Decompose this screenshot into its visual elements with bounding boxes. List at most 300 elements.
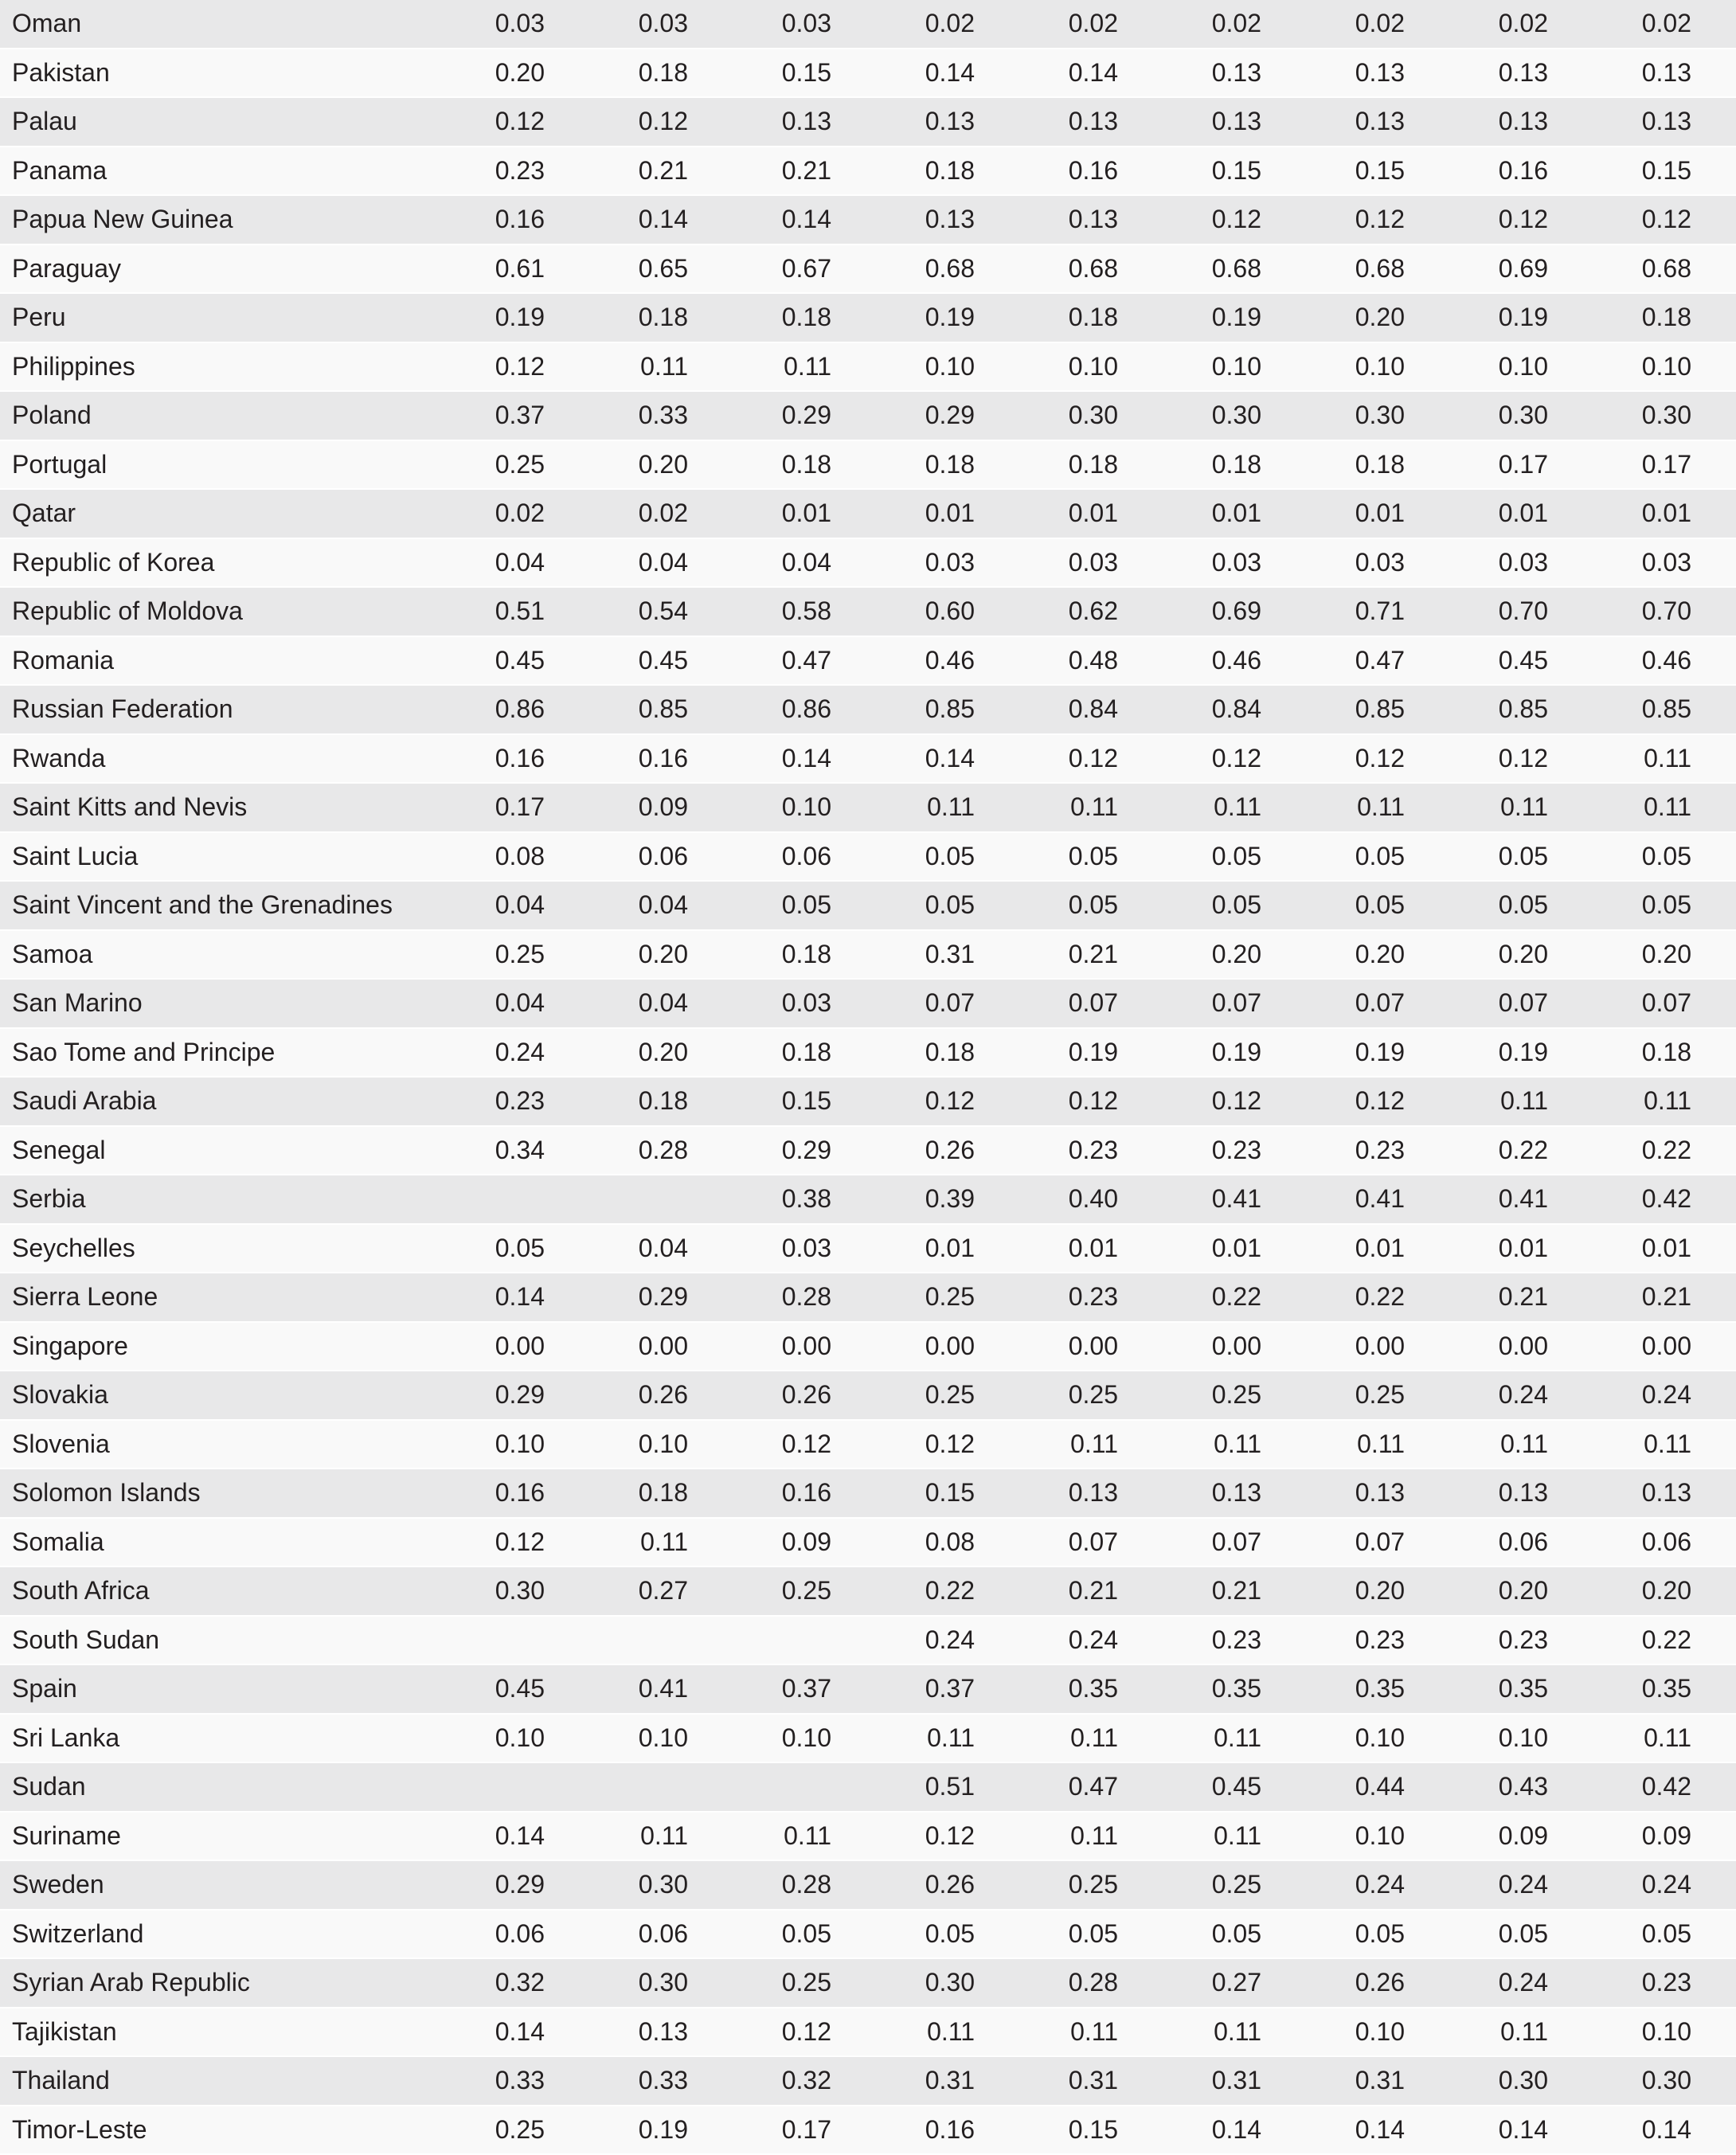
value-cell: 0.20 <box>1163 930 1306 980</box>
value-cell: 0.14 <box>1449 2106 1593 2155</box>
value-cell: 0.07 <box>1306 1518 1449 1567</box>
value-cell: 0.11 <box>1306 1420 1449 1469</box>
value-cell: 0.13 <box>733 97 876 147</box>
value-cell: 0.08 <box>446 832 589 882</box>
value-cell: 0.04 <box>733 538 876 588</box>
value-cell: 0.23 <box>1163 1126 1306 1175</box>
value-cell: 0.10 <box>1593 2008 1736 2057</box>
country-name-cell: Saudi Arabia <box>0 1077 446 1126</box>
value-cell: 0.25 <box>1019 1371 1163 1420</box>
value-cell: 0.61 <box>446 244 589 294</box>
value-cell: 0.01 <box>1593 489 1736 538</box>
value-cell: 0.13 <box>1163 1469 1306 1518</box>
value-cell: 0.04 <box>446 979 589 1028</box>
value-cell: 0.13 <box>1019 1469 1163 1518</box>
value-cell: 0.86 <box>733 685 876 734</box>
value-cell: 0.58 <box>733 587 876 636</box>
table-row <box>0 636 1736 686</box>
value-cell: 0.41 <box>1163 1175 1306 1224</box>
value-cell: 0.13 <box>1593 97 1736 147</box>
value-cell: 0.29 <box>589 1273 733 1322</box>
country-name-cell: Tajikistan <box>0 2008 446 2057</box>
value-cell: 0.18 <box>876 147 1019 196</box>
country-name-cell: Suriname <box>0 1812 446 1861</box>
value-cell: 0.19 <box>876 293 1019 342</box>
value-cell: 0.31 <box>876 930 1019 980</box>
value-cell: 0.19 <box>1019 1028 1163 1078</box>
table-row <box>0 391 1736 440</box>
value-cell: 0.40 <box>1019 1175 1163 1224</box>
value-cell: 0.51 <box>446 587 589 636</box>
country-name-cell: Somalia <box>0 1518 446 1567</box>
value-cell: 0.31 <box>1019 2056 1163 2106</box>
value-cell <box>589 1762 733 1812</box>
value-cell: 0.21 <box>1019 930 1163 980</box>
value-cell: 0.31 <box>1163 2056 1306 2106</box>
value-cell: 0.85 <box>1449 685 1593 734</box>
value-cell: 0.37 <box>876 1664 1019 1714</box>
value-cell: 0.26 <box>876 1126 1019 1175</box>
country-name-cell: San Marino <box>0 979 446 1028</box>
value-cell: 0.12 <box>876 1077 1019 1126</box>
table-row <box>0 489 1736 538</box>
value-cell: 0.17 <box>1449 440 1593 490</box>
value-cell: 0.12 <box>733 2008 876 2057</box>
value-cell: 0.15 <box>1019 2106 1163 2155</box>
value-cell: 0.29 <box>446 1371 589 1420</box>
value-cell: 0.18 <box>1306 440 1449 490</box>
value-cell: 0.29 <box>733 1126 876 1175</box>
value-cell: 0.06 <box>1593 1518 1736 1567</box>
value-cell: 0.23 <box>1019 1126 1163 1175</box>
country-name-cell: Panama <box>0 147 446 196</box>
value-cell: 0.10 <box>876 342 1019 392</box>
value-cell: 0.25 <box>876 1273 1019 1322</box>
value-cell: 0.20 <box>1306 930 1449 980</box>
value-cell: 0.20 <box>1306 1566 1449 1616</box>
table-row <box>0 1910 1736 1959</box>
value-cell: 0.15 <box>1163 147 1306 196</box>
value-cell: 0.13 <box>1163 49 1306 98</box>
value-cell: 0.05 <box>1163 881 1306 930</box>
value-cell <box>589 1175 733 1224</box>
value-cell: 0.18 <box>1593 293 1736 342</box>
value-cell: 0.01 <box>876 489 1019 538</box>
value-cell: 0.35 <box>1593 1664 1736 1714</box>
value-cell: 0.11 <box>1019 1714 1163 1763</box>
value-cell: 0.20 <box>1449 1566 1593 1616</box>
value-cell: 0.21 <box>1449 1273 1593 1322</box>
country-name-cell: Slovenia <box>0 1420 446 1469</box>
value-cell: 0.31 <box>1306 2056 1449 2106</box>
value-cell: 0.11 <box>1593 783 1736 832</box>
value-cell: 0.05 <box>876 881 1019 930</box>
value-cell: 0.10 <box>733 783 876 832</box>
value-cell: 0.05 <box>1306 832 1449 882</box>
value-cell: 0.34 <box>446 1126 589 1175</box>
value-cell: 0.51 <box>876 1762 1019 1812</box>
value-cell: 0.45 <box>1163 1762 1306 1812</box>
value-cell: 0.12 <box>1163 195 1306 244</box>
country-name-cell: Seychelles <box>0 1224 446 1273</box>
value-cell: 0.68 <box>1306 244 1449 294</box>
table-row <box>0 1812 1736 1861</box>
value-cell: 0.05 <box>1306 881 1449 930</box>
value-cell: 0.28 <box>589 1126 733 1175</box>
value-cell: 0.30 <box>589 1860 733 1910</box>
value-cell: 0.23 <box>1449 1616 1593 1665</box>
table-row <box>0 1664 1736 1714</box>
value-cell: 0.12 <box>1449 734 1593 784</box>
value-cell: 0.12 <box>733 1420 876 1469</box>
value-cell: 0.25 <box>446 2106 589 2155</box>
value-cell: 0.32 <box>446 1958 589 2008</box>
table-row <box>0 1958 1736 2008</box>
value-cell: 0.68 <box>1163 244 1306 294</box>
value-cell: 0.12 <box>1306 734 1449 784</box>
value-cell: 0.24 <box>1449 1860 1593 1910</box>
value-cell: 0.12 <box>1449 195 1593 244</box>
country-name-cell: Russian Federation <box>0 685 446 734</box>
value-cell: 0.10 <box>1306 342 1449 392</box>
country-name-cell: Oman <box>0 0 446 49</box>
value-cell: 0.01 <box>1306 489 1449 538</box>
value-cell: 0.42 <box>1593 1175 1736 1224</box>
value-cell: 0.20 <box>1306 293 1449 342</box>
value-cell: 0.05 <box>1163 832 1306 882</box>
value-cell: 0.23 <box>1163 1616 1306 1665</box>
country-name-cell: Sierra Leone <box>0 1273 446 1322</box>
value-cell: 0.13 <box>1306 1469 1449 1518</box>
table-row <box>0 1175 1736 1224</box>
value-cell: 0.12 <box>589 97 733 147</box>
value-cell: 0.02 <box>1306 0 1449 49</box>
value-cell: 0.25 <box>446 440 589 490</box>
table-row <box>0 1224 1736 1273</box>
value-cell: 0.39 <box>876 1175 1019 1224</box>
value-cell: 0.25 <box>876 1371 1019 1420</box>
table-row <box>0 783 1736 832</box>
value-cell: 0.23 <box>1306 1126 1449 1175</box>
value-cell: 0.24 <box>1306 1860 1449 1910</box>
value-cell: 0.30 <box>876 1958 1019 2008</box>
value-cell: 0.11 <box>1449 783 1593 832</box>
value-cell: 0.23 <box>1306 1616 1449 1665</box>
value-cell: 0.24 <box>1449 1371 1593 1420</box>
value-cell: 0.16 <box>876 2106 1019 2155</box>
value-cell: 0.20 <box>589 930 733 980</box>
value-cell: 0.03 <box>1163 538 1306 588</box>
value-cell: 0.17 <box>733 2106 876 2155</box>
value-cell: 0.11 <box>876 1714 1019 1763</box>
value-cell: 0.10 <box>1306 1714 1449 1763</box>
value-cell: 0.33 <box>589 2056 733 2106</box>
value-cell: 0.68 <box>1019 244 1163 294</box>
value-cell: 0.21 <box>1019 1566 1163 1616</box>
country-name-cell: Sao Tome and Principe <box>0 1028 446 1078</box>
value-cell: 0.10 <box>446 1714 589 1763</box>
value-cell: 0.11 <box>589 1518 733 1567</box>
value-cell: 0.22 <box>1306 1273 1449 1322</box>
value-cell: 0.03 <box>733 1224 876 1273</box>
value-cell: 0.02 <box>1163 0 1306 49</box>
value-cell: 0.14 <box>876 49 1019 98</box>
table-row <box>0 1762 1736 1812</box>
value-cell: 0.14 <box>876 734 1019 784</box>
value-cell: 0.30 <box>1449 391 1593 440</box>
value-cell <box>446 1762 589 1812</box>
value-cell: 0.14 <box>446 2008 589 2057</box>
value-cell: 0.17 <box>1593 440 1736 490</box>
value-cell: 0.12 <box>1163 1077 1306 1126</box>
value-cell: 0.28 <box>733 1273 876 1322</box>
value-cell: 0.44 <box>1306 1762 1449 1812</box>
value-cell: 0.01 <box>1449 1224 1593 1273</box>
value-cell: 0.24 <box>446 1028 589 1078</box>
table-row <box>0 1028 1736 1078</box>
value-cell <box>733 1762 876 1812</box>
country-name-cell: Sudan <box>0 1762 446 1812</box>
value-cell: 0.11 <box>1019 783 1163 832</box>
value-cell: 0.07 <box>1163 979 1306 1028</box>
value-cell: 0.45 <box>1449 636 1593 686</box>
country-name-cell: Thailand <box>0 2056 446 2106</box>
value-cell: 0.11 <box>1163 1420 1306 1469</box>
country-name-cell: Palau <box>0 97 446 147</box>
value-cell: 0.22 <box>1593 1616 1736 1665</box>
value-cell: 0.35 <box>1306 1664 1449 1714</box>
value-cell: 0.00 <box>1306 1322 1449 1371</box>
value-cell: 0.29 <box>733 391 876 440</box>
value-cell: 0.11 <box>1163 1812 1306 1861</box>
value-cell: 0.18 <box>733 440 876 490</box>
value-cell: 0.12 <box>876 1420 1019 1469</box>
value-cell: 0.48 <box>1019 636 1163 686</box>
value-cell: 0.85 <box>589 685 733 734</box>
value-cell: 0.11 <box>1593 734 1736 784</box>
value-cell <box>446 1616 589 1665</box>
value-cell: 0.10 <box>1449 342 1593 392</box>
value-cell: 0.21 <box>733 147 876 196</box>
value-cell: 0.13 <box>1306 97 1449 147</box>
value-cell: 0.14 <box>1306 2106 1449 2155</box>
value-cell: 0.12 <box>1306 195 1449 244</box>
country-name-cell: Philippines <box>0 342 446 392</box>
value-cell: 0.25 <box>446 930 589 980</box>
value-cell: 0.11 <box>1306 783 1449 832</box>
country-name-cell: Paraguay <box>0 244 446 294</box>
value-cell: 0.20 <box>589 440 733 490</box>
value-cell: 0.11 <box>1449 1420 1593 1469</box>
value-cell: 0.11 <box>1449 2008 1593 2057</box>
value-cell: 0.03 <box>733 0 876 49</box>
value-cell: 0.06 <box>733 832 876 882</box>
value-cell: 0.24 <box>1019 1616 1163 1665</box>
value-cell: 0.08 <box>876 1518 1019 1567</box>
value-cell: 0.11 <box>733 1812 876 1861</box>
value-cell: 0.26 <box>1306 1958 1449 2008</box>
value-cell: 0.21 <box>1163 1566 1306 1616</box>
value-cell: 0.23 <box>1593 1958 1736 2008</box>
value-cell: 0.12 <box>876 1812 1019 1861</box>
value-cell: 0.07 <box>1019 1518 1163 1567</box>
value-cell: 0.10 <box>1449 1714 1593 1763</box>
country-name-cell: Samoa <box>0 930 446 980</box>
value-cell: 0.05 <box>1019 881 1163 930</box>
table-row <box>0 195 1736 244</box>
value-cell: 0.05 <box>1449 832 1593 882</box>
value-cell: 0.21 <box>589 147 733 196</box>
value-cell: 0.54 <box>589 587 733 636</box>
value-cell: 0.14 <box>589 195 733 244</box>
value-cell: 0.01 <box>1449 489 1593 538</box>
table-row <box>0 1126 1736 1175</box>
value-cell: 0.29 <box>876 391 1019 440</box>
value-cell: 0.14 <box>446 1273 589 1322</box>
table-row <box>0 979 1736 1028</box>
value-cell: 0.18 <box>1163 440 1306 490</box>
value-cell: 0.24 <box>1449 1958 1593 2008</box>
value-cell: 0.05 <box>1449 881 1593 930</box>
value-cell: 0.23 <box>446 1077 589 1126</box>
value-cell: 0.18 <box>876 440 1019 490</box>
value-cell: 0.19 <box>1449 293 1593 342</box>
value-cell: 0.11 <box>1163 2008 1306 2057</box>
value-cell: 0.25 <box>733 1566 876 1616</box>
value-cell: 0.45 <box>589 636 733 686</box>
table-row <box>0 587 1736 636</box>
table-row <box>0 1322 1736 1371</box>
table-row <box>0 930 1736 980</box>
value-cell: 0.12 <box>446 97 589 147</box>
value-cell: 0.02 <box>876 0 1019 49</box>
table-row <box>0 685 1736 734</box>
value-cell: 0.13 <box>1163 97 1306 147</box>
value-cell: 0.09 <box>733 1518 876 1567</box>
value-cell: 0.24 <box>876 1616 1019 1665</box>
value-cell: 0.06 <box>589 1910 733 1959</box>
value-cell: 0.04 <box>589 538 733 588</box>
table-row <box>0 440 1736 490</box>
value-cell: 0.10 <box>1306 2008 1449 2057</box>
country-name-cell: Slovakia <box>0 1371 446 1420</box>
value-cell: 0.11 <box>1449 1077 1593 1126</box>
value-cell: 0.19 <box>446 293 589 342</box>
value-cell: 0.68 <box>1593 244 1736 294</box>
value-cell: 0.11 <box>1593 1077 1736 1126</box>
country-name-cell: Papua New Guinea <box>0 195 446 244</box>
value-cell: 0.06 <box>1449 1518 1593 1567</box>
value-cell: 0.12 <box>1019 734 1163 784</box>
value-cell: 0.19 <box>1163 293 1306 342</box>
value-cell: 0.03 <box>876 538 1019 588</box>
value-cell: 0.00 <box>1449 1322 1593 1371</box>
value-cell: 0.05 <box>733 881 876 930</box>
value-cell: 0.45 <box>446 1664 589 1714</box>
value-cell: 0.67 <box>733 244 876 294</box>
table-row <box>0 1616 1736 1665</box>
country-name-cell: Peru <box>0 293 446 342</box>
value-cell: 0.01 <box>1306 1224 1449 1273</box>
value-cell: 0.46 <box>1163 636 1306 686</box>
value-cell: 0.01 <box>1019 489 1163 538</box>
country-name-cell: Portugal <box>0 440 446 490</box>
value-cell: 0.11 <box>589 1812 733 1861</box>
value-cell: 0.18 <box>733 930 876 980</box>
value-cell: 0.04 <box>446 538 589 588</box>
value-cell: 0.11 <box>733 342 876 392</box>
value-cell: 0.33 <box>589 391 733 440</box>
value-cell: 0.16 <box>446 195 589 244</box>
value-cell: 0.20 <box>1593 1566 1736 1616</box>
value-cell: 0.18 <box>876 1028 1019 1078</box>
country-name-cell: Syrian Arab Republic <box>0 1958 446 2008</box>
value-cell: 0.16 <box>446 1469 589 1518</box>
table-row <box>0 2106 1736 2155</box>
value-cell: 0.13 <box>1019 97 1163 147</box>
value-cell: 0.10 <box>1163 342 1306 392</box>
country-name-cell: Sweden <box>0 1860 446 1910</box>
value-cell: 0.13 <box>1449 97 1593 147</box>
value-cell: 0.31 <box>876 2056 1019 2106</box>
value-cell: 0.30 <box>1593 391 1736 440</box>
value-cell: 0.86 <box>446 685 589 734</box>
value-cell: 0.05 <box>733 1910 876 1959</box>
value-cell: 0.02 <box>589 489 733 538</box>
value-cell: 0.00 <box>446 1322 589 1371</box>
value-cell: 0.84 <box>1163 685 1306 734</box>
value-cell: 0.24 <box>1593 1371 1736 1420</box>
value-cell: 0.85 <box>876 685 1019 734</box>
country-name-cell: Sri Lanka <box>0 1714 446 1763</box>
value-cell: 0.30 <box>1593 2056 1736 2106</box>
value-cell: 0.70 <box>1449 587 1593 636</box>
value-cell: 0.46 <box>1593 636 1736 686</box>
value-cell: 0.32 <box>733 2056 876 2106</box>
value-cell: 0.11 <box>1593 1420 1736 1469</box>
value-cell: 0.00 <box>589 1322 733 1371</box>
value-cell: 0.25 <box>1306 1371 1449 1420</box>
value-cell: 0.42 <box>1593 1762 1736 1812</box>
value-cell: 0.18 <box>733 293 876 342</box>
value-cell: 0.24 <box>1593 1860 1736 1910</box>
value-cell: 0.04 <box>589 1224 733 1273</box>
value-cell: 0.46 <box>876 636 1019 686</box>
value-cell: 0.35 <box>1019 1664 1163 1714</box>
value-cell: 0.14 <box>1163 2106 1306 2155</box>
value-cell: 0.30 <box>1306 391 1449 440</box>
value-cell: 0.05 <box>1019 1910 1163 1959</box>
table-row <box>0 1469 1736 1518</box>
value-cell: 0.14 <box>733 195 876 244</box>
value-cell: 0.03 <box>733 979 876 1028</box>
value-cell: 0.18 <box>733 1028 876 1078</box>
value-cell: 0.01 <box>876 1224 1019 1273</box>
value-cell: 0.01 <box>1593 1224 1736 1273</box>
value-cell: 0.13 <box>876 97 1019 147</box>
value-cell: 0.00 <box>1019 1322 1163 1371</box>
value-cell: 0.18 <box>589 293 733 342</box>
table-row <box>0 832 1736 882</box>
value-cell: 0.20 <box>446 49 589 98</box>
value-cell: 0.11 <box>1163 1714 1306 1763</box>
table-row <box>0 1860 1736 1910</box>
value-cell: 0.18 <box>1019 293 1163 342</box>
value-cell: 0.23 <box>1019 1273 1163 1322</box>
value-cell: 0.05 <box>876 1910 1019 1959</box>
table-row <box>0 2056 1736 2106</box>
country-name-cell: Qatar <box>0 489 446 538</box>
